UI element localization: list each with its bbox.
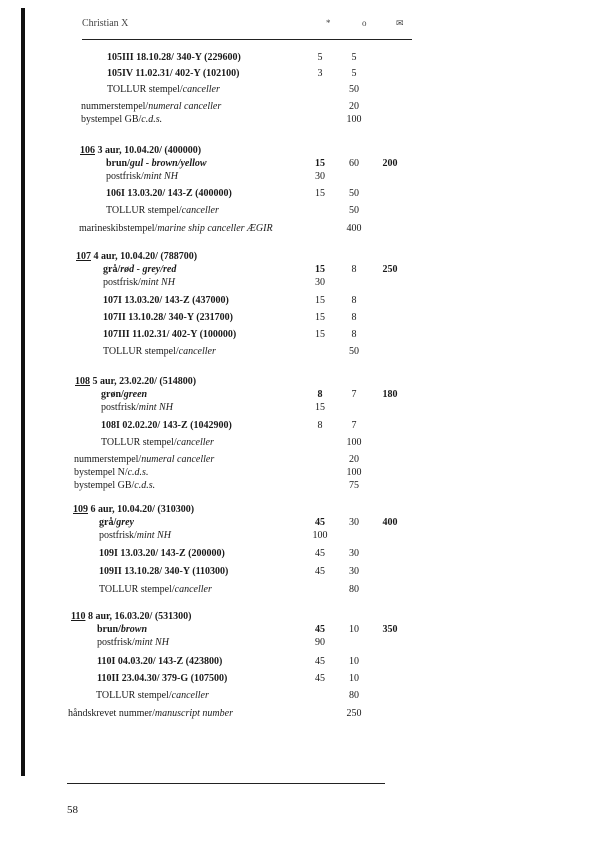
price-c2: 80 (349, 690, 359, 701)
header-cover-symbol: ✉ (396, 18, 404, 28)
price-c3: 200 (382, 158, 398, 169)
catalogue-line: bystempel GB/c.d.s. (81, 114, 163, 125)
price-c2: 100 (346, 437, 362, 448)
price-c1: 30 (315, 277, 325, 288)
price-c2: 100 (346, 114, 362, 125)
header-mint-symbol: * (326, 18, 331, 28)
catalogue-line: brun/brown (97, 624, 148, 635)
price-c2: 50 (349, 84, 359, 95)
price-c1: 45 (315, 548, 325, 559)
price-c1: 45 (315, 517, 325, 528)
price-c1: 45 (315, 673, 325, 684)
price-c2: 250 (346, 708, 362, 719)
catalogue-line: grøn/green (101, 389, 148, 400)
catalogue-line: TOLLUR stempel/canceller (107, 84, 220, 95)
catalogue-line: nummerstempel/numeral canceller (74, 454, 215, 465)
price-c2: 30 (349, 517, 359, 528)
price-c2: 100 (346, 467, 362, 478)
price-c1: 15 (315, 312, 325, 323)
price-c2: 8 (351, 312, 357, 323)
price-c2: 7 (351, 420, 357, 431)
catalogue-line: TOLLUR stempel/canceller (106, 205, 219, 216)
price-c2: 5 (351, 52, 357, 63)
catalogue-line: postfrisk/mint NH (106, 171, 178, 182)
catalogue-line: postfrisk/mint NH (101, 402, 173, 413)
catalogue-line: postfrisk/mint NH (97, 637, 169, 648)
price-c3: 180 (382, 389, 398, 400)
price-c2: 80 (349, 584, 359, 595)
catalogue-line: marineskibstempel/marine ship canceller ÆGIR (79, 223, 273, 234)
catalogue-line: 109 6 aur, 10.04.20/ (310300) (73, 504, 195, 515)
price-c1: 30 (315, 171, 325, 182)
catalogue-line: 107 4 aur, 10.04.20/ (788700) (76, 251, 198, 262)
price-c2: 20 (349, 454, 359, 465)
price-c1: 3 (317, 68, 323, 79)
price-c1: 100 (312, 530, 328, 541)
price-c1: 45 (315, 656, 325, 667)
price-c1: 15 (315, 264, 325, 275)
header-title: Christian X (82, 18, 129, 29)
price-c1: 5 (317, 52, 323, 63)
price-c3: 250 (382, 264, 398, 275)
catalogue-line: brun/gul - brown/yellow (106, 158, 207, 169)
price-c1: 8 (317, 420, 323, 431)
catalogue-line: 108I 02.02.20/ 143-Z (1042900) (101, 420, 232, 431)
catalogue-line: TOLLUR stempel/canceller (99, 584, 212, 595)
price-c1: 15 (315, 402, 325, 413)
catalogue-line: nummerstempel/numeral canceller (81, 101, 222, 112)
catalogue-line: grå/grey (99, 517, 134, 528)
catalogue-line: TOLLUR stempel/canceller (101, 437, 214, 448)
binding-edge (21, 8, 25, 776)
price-c2: 10 (349, 673, 359, 684)
catalogue-line: 109II 13.10.28/ 340-Y (110300) (99, 566, 229, 577)
price-c2: 5 (351, 68, 357, 79)
catalogue-line: 106 3 aur, 10.04.20/ (400000) (80, 145, 202, 156)
footer-rule (67, 783, 385, 784)
price-c2: 10 (349, 624, 359, 635)
price-c2: 50 (349, 346, 359, 357)
catalogue-line: postfrisk/mint NH (99, 530, 171, 541)
page-header (82, 18, 402, 36)
price-c2: 50 (349, 188, 359, 199)
price-c3: 400 (382, 517, 398, 528)
price-c2: 8 (351, 295, 357, 306)
page-number: 58 (67, 804, 78, 816)
catalogue-line: grå/rød - grey/red (103, 264, 177, 275)
catalogue-line: TOLLUR stempel/canceller (103, 346, 216, 357)
price-c1: 15 (315, 295, 325, 306)
catalogue-line: 110II 23.04.30/ 379-G (107500) (97, 673, 228, 684)
price-c1: 15 (315, 188, 325, 199)
price-c2: 60 (349, 158, 359, 169)
catalogue-line: 107III 11.02.31/ 402-Y (100000) (103, 329, 237, 340)
catalogue-line: håndskrevet nummer/manuscript number (68, 708, 233, 719)
catalogue-line: bystempel N/c.d.s. (74, 467, 149, 478)
catalogue-line: 105IV 11.02.31/ 402-Y (102100) (107, 68, 240, 79)
catalogue-line: 107II 13.10.28/ 340-Y (231700) (103, 312, 233, 323)
price-c2: 30 (349, 566, 359, 577)
header-rule (82, 39, 412, 40)
catalogue-line: 109I 13.03.20/ 143-Z (200000) (99, 548, 225, 559)
price-c1: 15 (315, 329, 325, 340)
catalogue-line: 106I 13.03.20/ 143-Z (400000) (106, 188, 232, 199)
price-c2: 50 (349, 205, 359, 216)
catalogue-line: TOLLUR stempel/canceller (96, 690, 209, 701)
price-c3: 350 (382, 624, 398, 635)
price-c2: 20 (349, 101, 359, 112)
catalogue-line: 110I 04.03.20/ 143-Z (423800) (97, 656, 223, 667)
price-c1: 8 (317, 389, 323, 400)
price-c2: 400 (346, 223, 362, 234)
catalogue-line: 110 8 aur, 16.03.20/ (531300) (71, 611, 192, 622)
price-c1: 45 (315, 624, 325, 635)
catalogue-line: 107I 13.03.20/ 143-Z (437000) (103, 295, 229, 306)
price-c2: 30 (349, 548, 359, 559)
catalogue-line: 105III 18.10.28/ 340-Y (229600) (107, 52, 241, 63)
price-c1: 45 (315, 566, 325, 577)
catalogue-line: bystempel GB/c.d.s. (74, 480, 156, 491)
price-c2: 8 (351, 329, 357, 340)
price-c1: 90 (315, 637, 325, 648)
price-c2: 8 (351, 264, 357, 275)
price-c2: 75 (349, 480, 359, 491)
price-c2: 7 (351, 389, 357, 400)
catalogue-line: postfrisk/mint NH (103, 277, 175, 288)
header-used-symbol: o (362, 18, 367, 28)
price-c1: 15 (315, 158, 325, 169)
price-c2: 10 (349, 656, 359, 667)
catalogue-line: 108 5 aur, 23.02.20/ (514800) (75, 376, 197, 387)
